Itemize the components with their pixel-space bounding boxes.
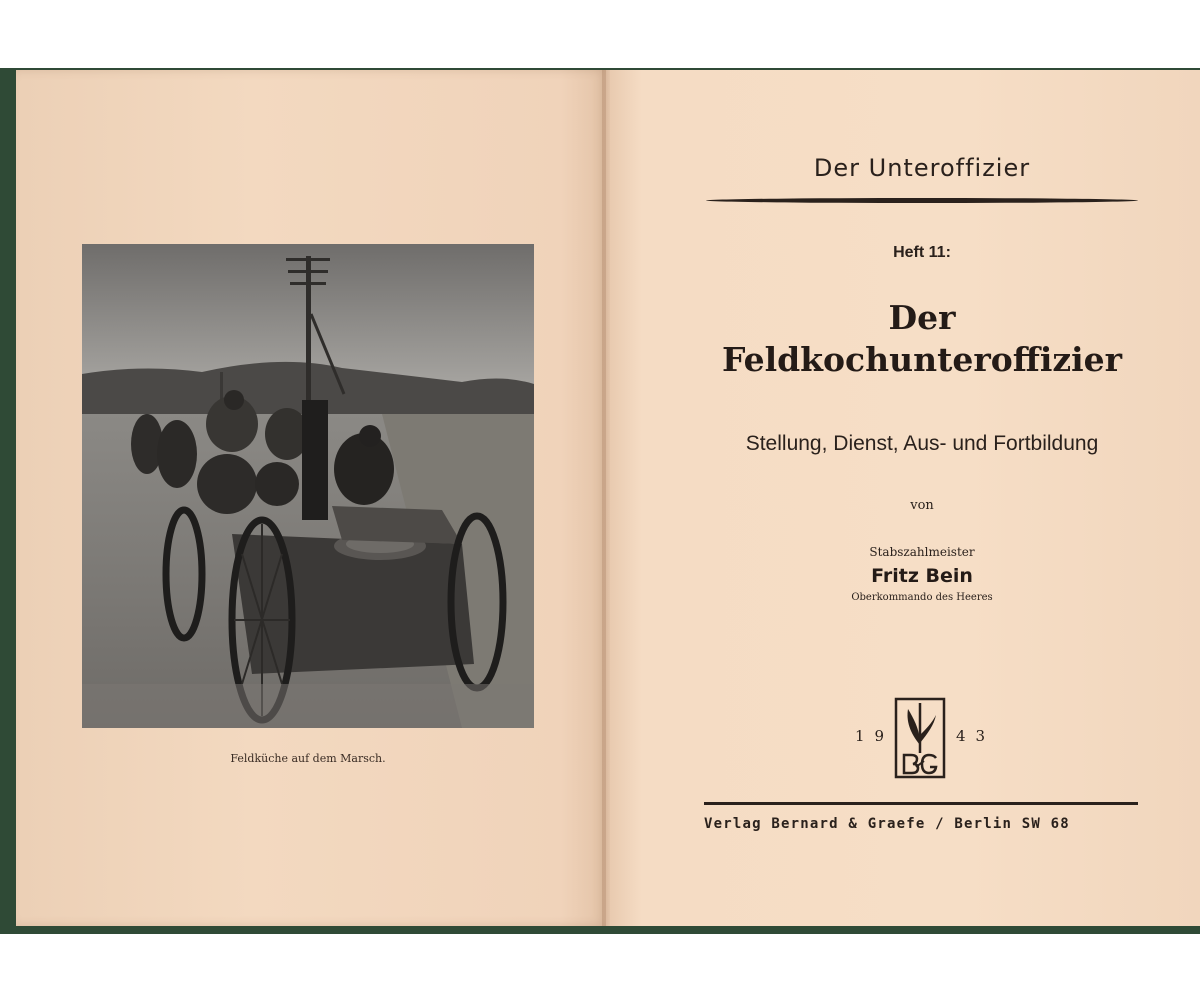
author-affiliation: Oberkommando des Heeres: [851, 592, 993, 603]
author-name: Fritz Bein: [871, 565, 973, 587]
series-title: Der Unteroffizier: [813, 154, 1031, 182]
year-right-digits: 43: [956, 727, 996, 745]
by-line: von: [910, 498, 934, 513]
publisher-line: Verlag Bernard & Graefe / Berlin SW 68: [704, 816, 1070, 832]
book-title-line2: Feldkochunteroffizier: [721, 340, 1123, 379]
field-kitchen-photo: [82, 244, 534, 728]
book-gutter: [602, 70, 610, 926]
book-subtitle: Stellung, Dienst, Aus- und Fortbildung: [745, 432, 1099, 455]
photo-caption: Feldküche auf dem Marsch.: [230, 752, 386, 765]
footer-rule: [704, 802, 1138, 805]
header-rule: [706, 198, 1138, 203]
publisher-logo: [894, 697, 946, 779]
author-rank: Stabszahlmeister: [869, 545, 975, 559]
issue-number: Heft 11:: [893, 244, 951, 261]
year-left-digits: 19: [855, 727, 895, 745]
book-title-line1: Der: [888, 298, 956, 337]
